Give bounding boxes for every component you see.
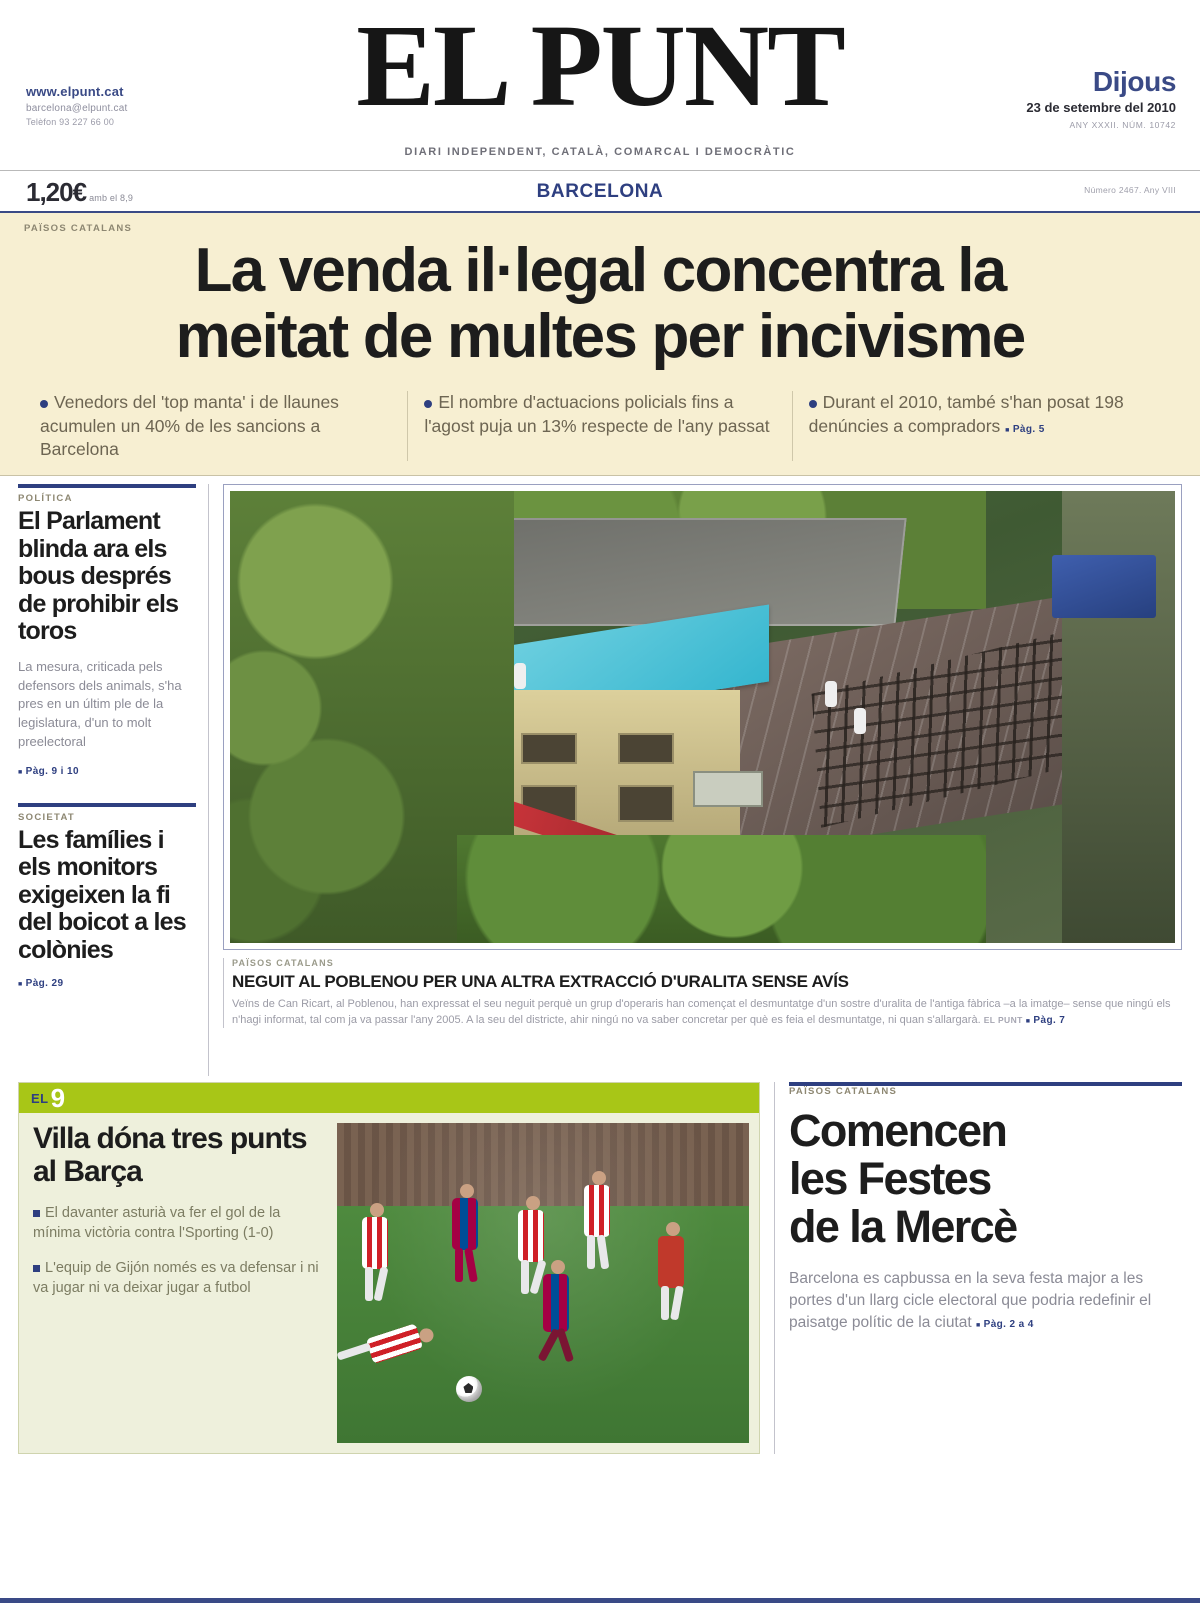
sidebar-column [18,484,209,1076]
sports-story [18,1082,760,1454]
phone-number: Telèfon 93 227 66 00 [26,117,115,127]
page-reference[interactable]: ■ Pàg. 9 i 10 [18,766,196,777]
sports-photo [337,1123,749,1443]
sports-bullet-text: L'equip de Gijón només es va defensar i ni va jugar ni va deixar jugar a futbol [33,1260,319,1297]
photo-frame [223,484,1182,950]
page-reference[interactable]: ■ Pàg. 7 [1026,1015,1066,1026]
footer-rule [0,1598,1200,1603]
page-reference[interactable]: ■ Pàg. 2 a 4 [976,1319,1034,1330]
merce-headline[interactable] [789,1107,1182,1250]
section-logo-el9 [19,1083,759,1113]
sidebar-item-headline[interactable]: El Parlament blinda ara els bous després de prohibir els toros [18,507,179,646]
bullet-dot-icon [424,400,432,408]
lead-bullet-text: Venedors del 'top manta' i de llaunes acumulen un 40% de les sancions a Barcelona [40,392,339,459]
lead-bullet-text: Durant el 2010, també s'han posat 198 denúncies a compradors [808,392,1124,436]
website-link[interactable]: www.elpunt.cat [26,84,124,99]
merce-body-text: Barcelona es capbussa en la seva festa major a les portes d'un llarg cicle electoral que podria redefinir el paisatge polític de la ciutat [789,1270,1152,1332]
sports-headline[interactable]: Villa dóna tres punts al Barça [33,1122,307,1188]
caption-body-text: Veïns de Can Ricart, al Poblenou, han expressat el seu neguit perquè un grup d'operaris han començat el desmuntatge d'un sostre d'uralita de l'antiga fàbrica –a la imatge– sense que ningú els n'hagi informat, tal com ja va passar l'any 2005. A la seu del districte, ahir ningú no va saber concretar per què es feia el desmuntatge, ni quan s'allargarà. [232,998,1171,1026]
photo-blue-container [1052,555,1156,618]
lead-headline-line2: meitat de multes per incivisme [175,301,1025,371]
page-reference[interactable]: ■ Pàg. 29 [18,978,196,989]
lead-kicker: PAÏSOS CATALANS [24,223,133,234]
sports-bullet-text: El davanter asturià va fer el gol de la mínima victòria contra l'Sporting (1-0) [33,1205,281,1241]
bullet-square-icon [33,1210,40,1217]
bottom-section [0,1076,1200,1464]
price-bar [0,171,1200,213]
photo-worker [514,663,526,689]
el9-number: 9 [50,1083,66,1114]
email-address[interactable]: barcelona@elpunt.cat [26,103,128,114]
sports-bullet [33,1259,323,1298]
sidebar-item-kicker: POLÍTICA [18,493,73,505]
photo-credit: EL PUNT [983,1014,1023,1025]
issue-identifier: ANY XXXII. NÚM. 10742 [1069,120,1176,130]
lead-bullet-list [24,391,1176,461]
lead-bullet [407,391,791,461]
section-divider [18,484,196,488]
price-value: 1,20€ [26,177,87,207]
masthead-date-block [1026,66,1176,130]
merce-kicker: PAÏSOS CATALANS [789,1086,898,1098]
sidebar-item-body: La mesura, criticada pels defensors dels animals, s'ha pres en un últim ple de la legislatura, d'un to molt preelectoral [18,658,182,750]
newspaper-logo: EL PUNT [356,0,844,131]
masthead [0,0,1200,171]
weekday-label: Dijous [1092,66,1176,97]
section-divider [18,803,196,807]
photo-column [209,484,1182,1076]
sports-text-column [19,1123,337,1453]
vat-note: amb el 8,9 [89,193,134,203]
photo-caption [223,958,1182,1028]
bullet-dot-icon [809,400,817,408]
bullet-dot-icon [40,400,48,408]
photo-vegetation-front [457,835,986,943]
lead-bullet-text: El nombre d'actuacions policials fins a l'agost puja un 13% respecte de l'any passat [424,392,770,436]
photo-worker [825,681,837,707]
photo-courtyard [461,518,907,626]
sports-inner [19,1113,759,1453]
merce-headline-line3: de la Mercè [789,1200,1017,1252]
edition-label: BARCELONA [536,181,664,202]
merce-headline-line1: Comencen [789,1105,1007,1157]
sports-bullet [33,1204,323,1243]
lead-bullet [792,391,1176,461]
news-photo-poblenou [230,491,1175,943]
photo-window [521,733,577,764]
lead-headline-line1: La venda il·legal concentra la [194,236,1006,305]
sidebar-item-societat [18,803,196,990]
caption-title[interactable]: NEGUIT AL POBLENOU PER UNA ALTRA EXTRACCIÓ D'URALITA SENSE AVÍS [232,972,849,992]
photo-worker [854,708,866,734]
merce-headline-line2: les Festes [789,1152,991,1204]
lead-bullet [24,391,407,461]
page-reference[interactable]: ■ Pàg. 5 [1005,424,1045,435]
lead-headline[interactable] [24,238,1176,369]
bullet-square-icon [33,1265,40,1272]
publication-date: 23 de setembre del 2010 [1026,100,1176,115]
photo-crane-basket [693,771,763,807]
el9-prefix: EL [31,1090,49,1106]
mid-section [0,476,1200,1076]
newspaper-tagline: DIARI INDEPENDENT, CATALÀ, COMARCAL I DEMOCRÀTIC [404,146,796,158]
photo-window [618,785,674,822]
photo-window [618,733,674,764]
merce-body [789,1268,1182,1334]
sidebar-item-headline[interactable]: Les famílies i els monitors exigeixen la fi del boicot a les colònies [18,825,186,964]
merce-story [774,1082,1182,1454]
lead-story [0,213,1200,476]
issue-numbering: Número 2467. Any VIII [1084,185,1176,195]
caption-kicker: PAÏSOS CATALANS [232,958,335,969]
caption-body [232,997,1182,1028]
sidebar-item-kicker: SOCIETAT [18,811,76,823]
